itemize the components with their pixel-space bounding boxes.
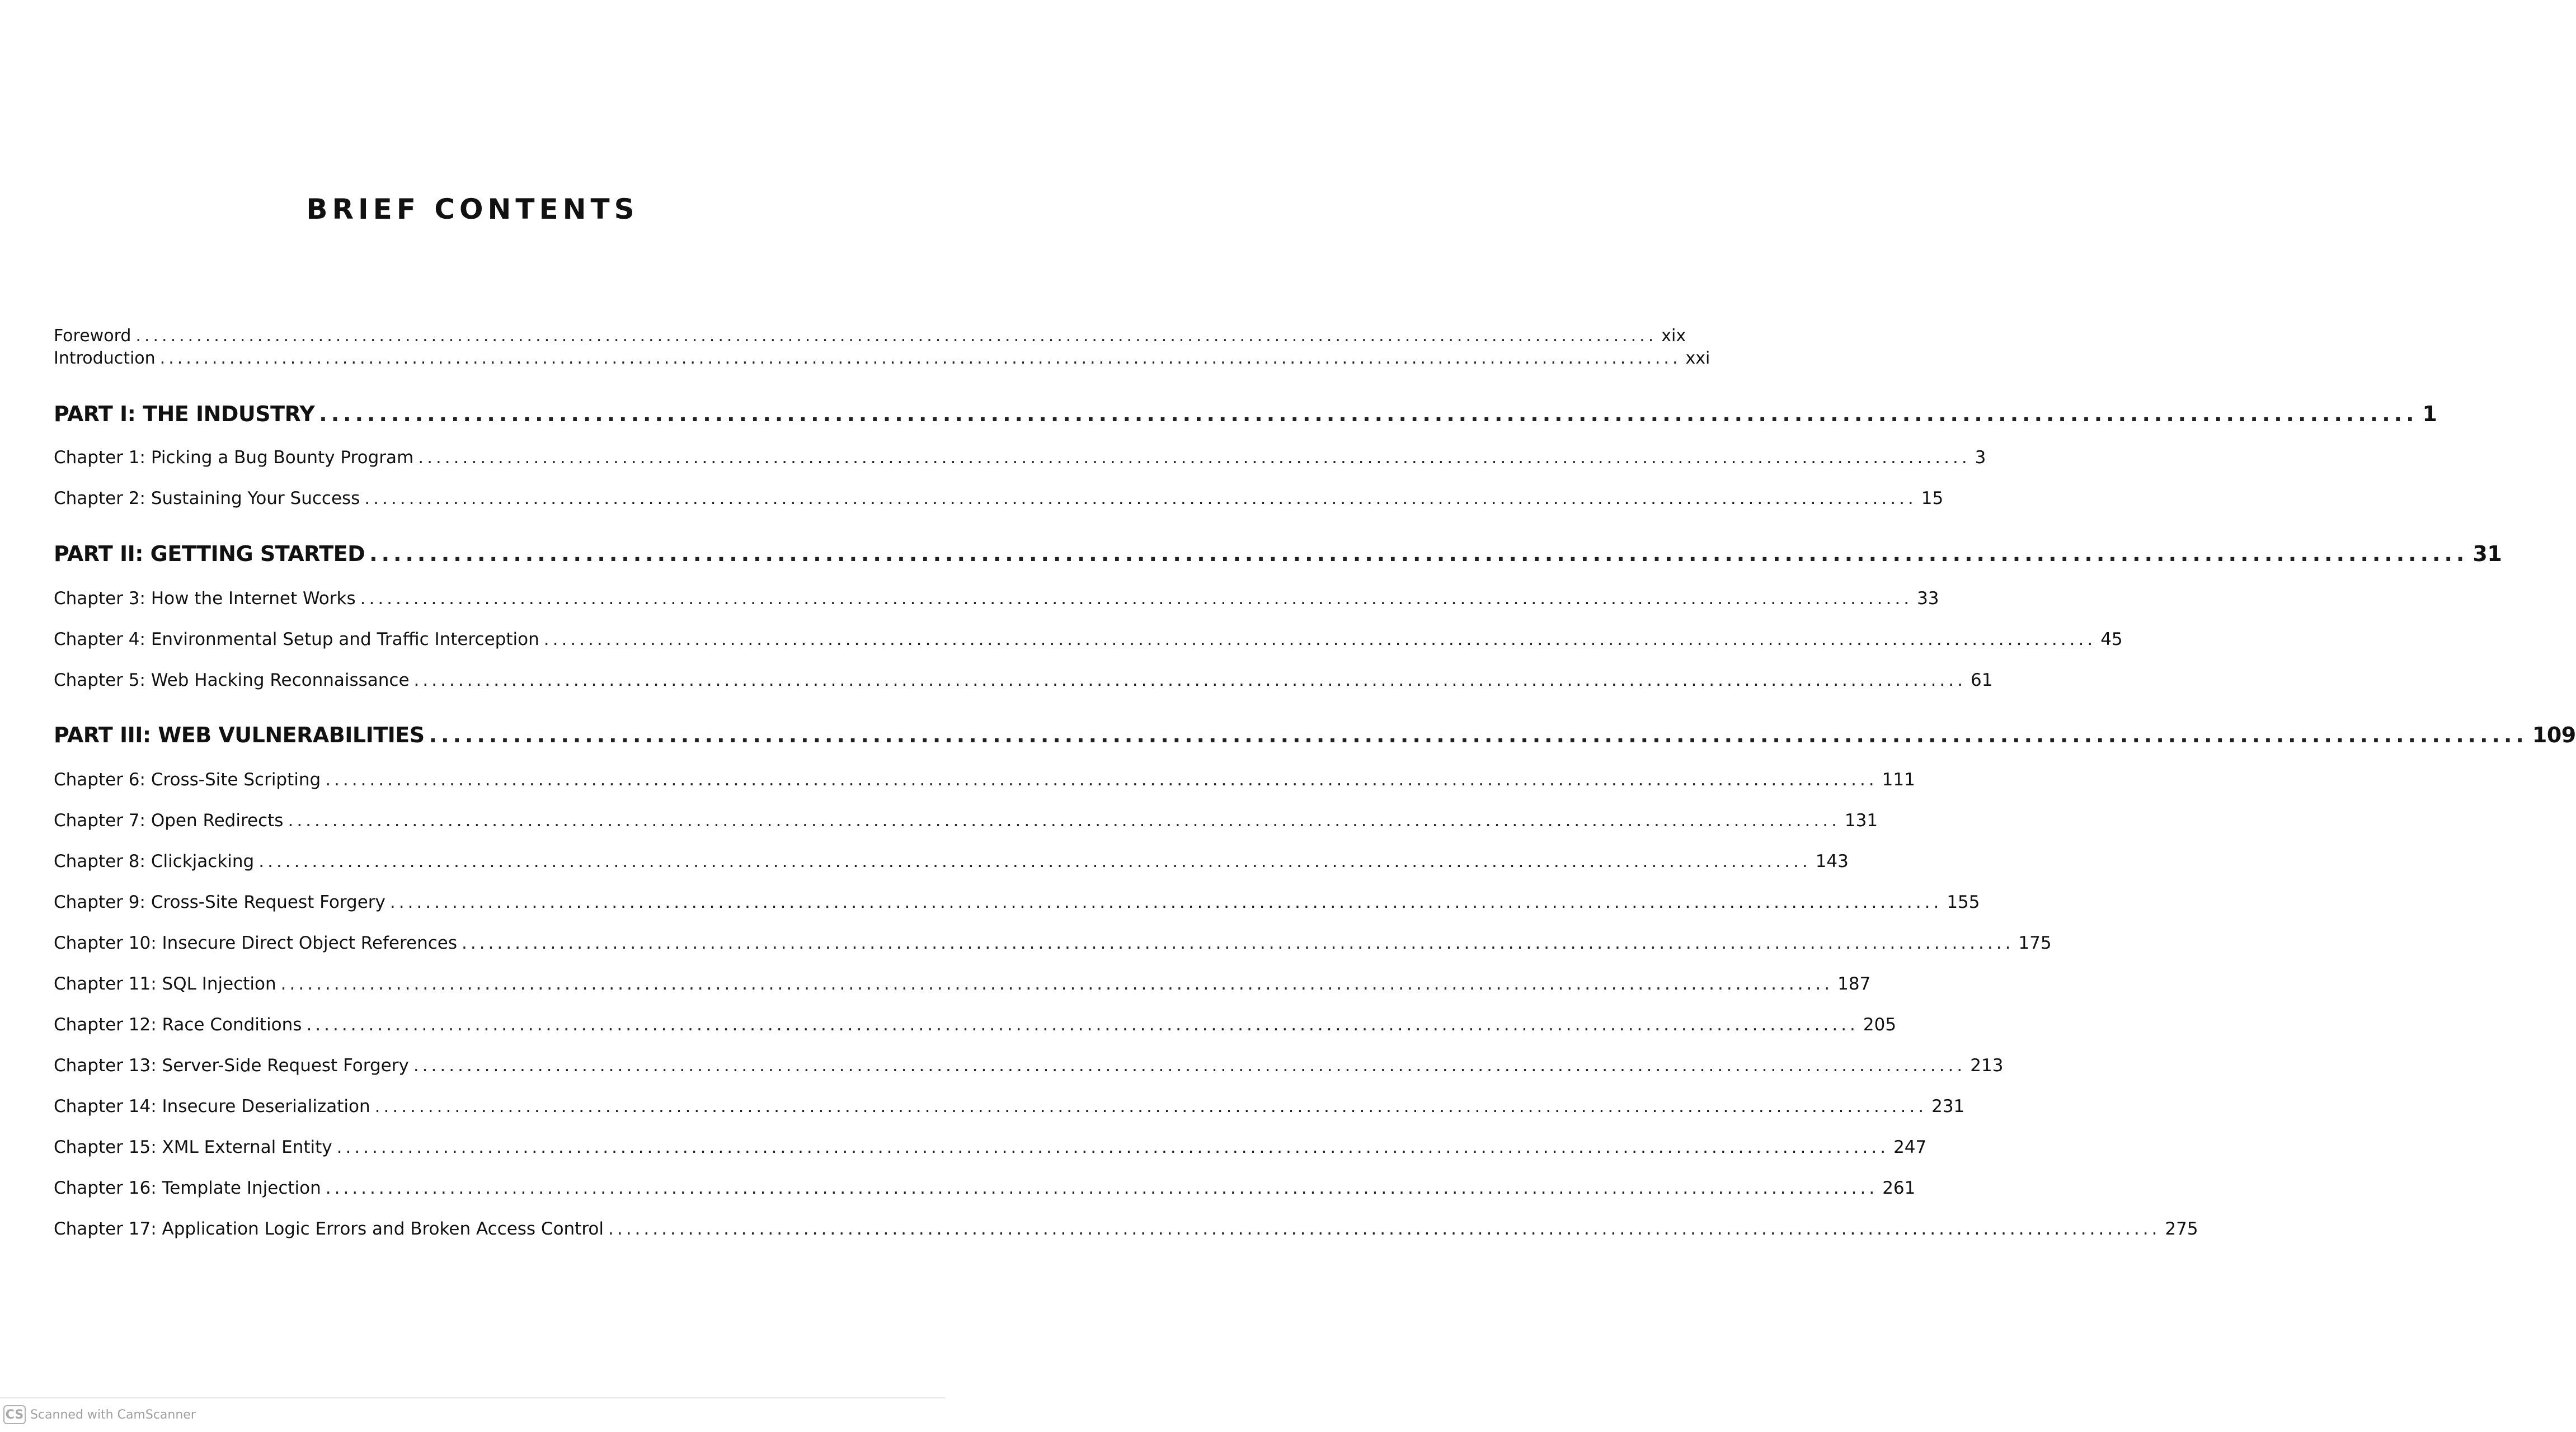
dot-leader: ............................................................................................................................................................................... [374,1096,1928,1117]
toc-chapter-17 [54,1219,2198,1239]
toc-chapter-14 [54,1096,1965,1117]
toc-chapter-page: 187 [1837,974,1871,994]
toc-chapter-page: 3 [1975,447,1986,468]
toc-chapter-label: Chapter 17: Application Logic Errors and Broken Access Control [54,1219,604,1239]
toc-entry-page: xix [1661,326,1686,346]
camscanner-logo-icon: CS [3,1405,26,1424]
toc-chapter-4 [54,629,2123,649]
dot-leader: ............................................................................................................................................................................... [543,629,2096,649]
dot-leader: ............................................................................................................................................................................... [369,541,2469,566]
toc-chapter-page: 205 [1863,1015,1897,1035]
toc-chapter-label: Chapter 8: Clickjacking [54,851,255,872]
dot-leader: ............................................................................................................................................................................... [413,1056,1966,1076]
dot-leader: ............................................................................................................................................................................... [413,670,1966,690]
toc-chapter-label: Chapter 6: Cross-Site Scripting [54,770,321,790]
toc-chapter-label: Chapter 10: Insecure Direct Object References [54,933,457,953]
toc-chapter-label: Chapter 13: Server-Side Request Forgery [54,1056,409,1076]
toc-part-label: PART II: GETTING STARTED [54,541,365,566]
dot-leader: ............................................................................................................................................................................... [325,1178,1878,1198]
toc-part-page: 1 [2422,402,2437,426]
toc-entry-page: xxi [1685,348,1710,368]
toc-chapter-label: Chapter 14: Insecure Deserialization [54,1096,370,1117]
dot-leader: ............................................................................................................................................................................... [461,933,2014,953]
toc-chapter-page: 261 [1882,1178,1916,1198]
toc-chapter-page: 61 [1971,670,1993,690]
toc-part-page: 109 [2532,723,2576,747]
toc-part-1 [54,402,2437,426]
toc-chapter-page: 231 [1931,1096,1965,1117]
toc-chapter-page: 175 [2018,933,2052,953]
toc-chapter-6 [54,770,1915,790]
toc-chapter-page: 15 [1921,488,1944,508]
toc-chapter-9 [54,892,1980,912]
page-title: BRIEF CONTENTS [306,193,639,225]
toc-chapter-12 [54,1015,1897,1035]
toc-chapter-page: 111 [1882,770,1915,790]
toc-chapter-label: Chapter 9: Cross-Site Request Forgery [54,892,386,912]
toc-chapter-page: 45 [2100,629,2123,649]
toc-chapter-page: 213 [1970,1056,2004,1076]
dot-leader: ............................................................................................................................................................................... [418,447,1971,468]
toc-chapter-page: 143 [1815,851,1849,872]
dot-leader: ............................................................................................................................................................................... [306,1015,1859,1035]
toc-chapter-page: 33 [1917,588,1939,609]
dot-leader: ............................................................................................................................................................................... [389,892,1943,912]
toc-chapter-2 [54,488,1944,508]
toc-chapter-label: Chapter 15: XML External Entity [54,1137,332,1157]
dot-leader: ............................................................................................................................................................................... [288,811,1840,831]
toc-chapter-5 [54,670,1993,690]
toc-part-2 [54,541,2502,566]
toc-chapter-label: Chapter 7: Open Redirects [54,811,284,831]
scanner-watermark [3,1405,196,1424]
toc-part-label: PART I: THE INDUSTRY [54,402,315,426]
dot-leader: ............................................................................................................................................................................... [336,1137,1889,1157]
toc-chapter-label: Chapter 12: Race Conditions [54,1015,302,1035]
dot-leader: ............................................................................................................................................................................... [364,488,1917,508]
dot-leader: ............................................................................................................................................................................... [159,348,1681,368]
dot-leader: ............................................................................................................................................................................... [608,1219,2161,1239]
toc-chapter-11 [54,974,1871,994]
toc-chapter-10 [54,933,2052,953]
dot-leader: ............................................................................................................................................................................... [325,770,1878,790]
dot-leader: ............................................................................................................................................................................... [360,588,1913,609]
dot-leader: ............................................................................................................................................................................... [258,851,1811,872]
dot-leader: ............................................................................................................................................................................... [280,974,1834,994]
toc-chapter-label: Chapter 16: Template Injection [54,1178,321,1198]
toc-chapter-3 [54,588,1939,609]
toc-chapter-label: Chapter 3: How the Internet Works [54,588,356,609]
toc-chapter-page: 155 [1947,892,1980,912]
toc-entry-introduction [54,348,1710,368]
toc-chapter-label: Chapter 11: SQL Injection [54,974,276,994]
toc-entry-label: Introduction [54,348,156,368]
toc-part-3 [54,723,2576,747]
toc-chapter-page: 275 [2165,1219,2198,1239]
toc-chapter-13 [54,1056,2004,1076]
toc-entry-foreword [54,326,1686,346]
toc-chapter-label: Chapter 5: Web Hacking Reconnaissance [54,670,410,690]
toc-chapter-label: Chapter 2: Sustaining Your Success [54,488,360,508]
toc-part-label: PART III: WEB VULNERABILITIES [54,723,425,747]
footer-divider [0,1397,945,1398]
toc-part-page: 31 [2472,541,2502,566]
dot-leader: ............................................................................................................................................................................... [429,723,2528,747]
toc-entry-label: Foreword [54,326,131,346]
toc-chapter-label: Chapter 1: Picking a Bug Bounty Program [54,447,414,468]
dot-leader: ............................................................................................................................................................................... [319,402,2418,426]
toc-chapter-7 [54,811,1878,831]
dot-leader: ............................................................................................................................................................................... [135,326,1657,346]
scanner-watermark-text: Scanned with CamScanner [30,1407,196,1422]
toc-chapter-16 [54,1178,1916,1198]
toc-chapter-page: 247 [1893,1137,1927,1157]
toc-chapter-1 [54,447,1986,468]
toc-chapter-page: 131 [1844,811,1878,831]
toc-chapter-15 [54,1137,1927,1157]
toc-chapter-label: Chapter 4: Environmental Setup and Traffic Interception [54,629,539,649]
toc-chapter-8 [54,851,1849,872]
